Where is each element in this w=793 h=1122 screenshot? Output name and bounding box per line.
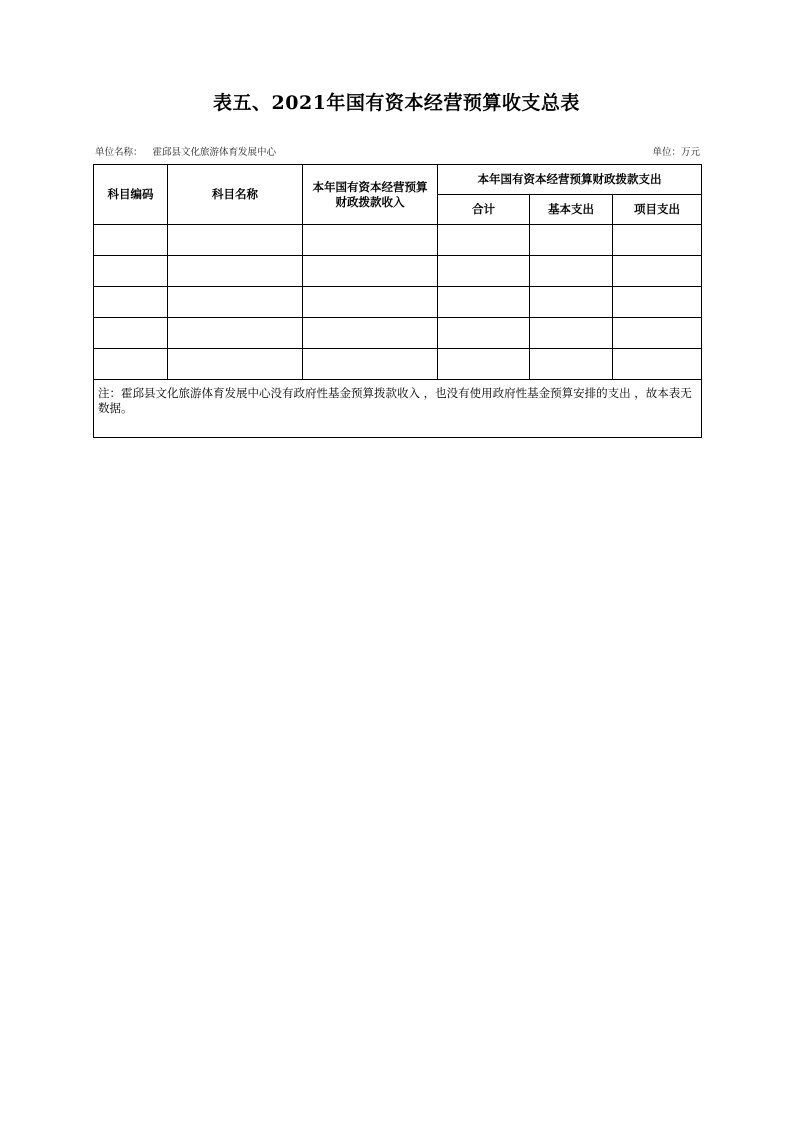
table-row (94, 318, 702, 349)
table-cell (168, 225, 303, 256)
table-cell (530, 225, 613, 256)
table-cell (438, 287, 530, 318)
unit-name-label: 单位名称： (95, 147, 143, 158)
table-cell (303, 225, 438, 256)
table-cell (438, 318, 530, 349)
page-title: 表五、2021年国有资本经营预算收支总表 (213, 92, 580, 114)
table-row (94, 349, 702, 380)
header-row-1 (94, 165, 702, 195)
table-cell (530, 287, 613, 318)
table-row (94, 225, 702, 256)
table-cell (94, 318, 168, 349)
note-row (94, 380, 702, 438)
header-income (303, 165, 438, 225)
table-cell (613, 349, 702, 380)
header-basic-expense: 基本支出 (530, 195, 613, 225)
table-cell (438, 349, 530, 380)
table-cell (303, 318, 438, 349)
table-cell (94, 287, 168, 318)
table-cell (168, 287, 303, 318)
table-cell (613, 256, 702, 287)
header-income-label: 本年国有资本经营预算财政拨款收入 (312, 179, 428, 209)
table-cell (94, 349, 168, 380)
table-cell (613, 318, 702, 349)
table-note: 注：霍邱县文化旅游体育发展中心没有政府性基金预算拨款收入 ，也没有使用政府性基金预算安排的支出 ，故本表无数据。 (94, 380, 702, 438)
header-subject-code: 科目编码 (94, 165, 168, 225)
table-cell (530, 318, 613, 349)
table-row (94, 256, 702, 287)
table-cell (168, 349, 303, 380)
table-cell (303, 349, 438, 380)
header-project-expense: 项目支出 (613, 195, 702, 225)
table-cell (438, 256, 530, 287)
header-expense-group: 本年国有资本经营预算财政拨款支出 (438, 165, 702, 195)
table-cell (613, 225, 702, 256)
unit-info-row (95, 144, 700, 158)
table-cell (168, 318, 303, 349)
budget-summary-table (93, 164, 702, 438)
table-cell (168, 256, 303, 287)
header-total: 合计 (438, 195, 530, 225)
table-cell (530, 256, 613, 287)
table-cell (530, 349, 613, 380)
header-subject-name: 科目名称 (168, 165, 303, 225)
table-cell (94, 225, 168, 256)
table-cell (438, 225, 530, 256)
table-cell (303, 256, 438, 287)
table-row (94, 287, 702, 318)
unit-name-info (95, 144, 276, 158)
table-cell (613, 287, 702, 318)
unit-name-value: 霍邱县文化旅游体育发展中心 (152, 147, 277, 158)
table-cell (303, 287, 438, 318)
table-cell (94, 256, 168, 287)
currency-unit: 单位：万元 (652, 147, 700, 158)
